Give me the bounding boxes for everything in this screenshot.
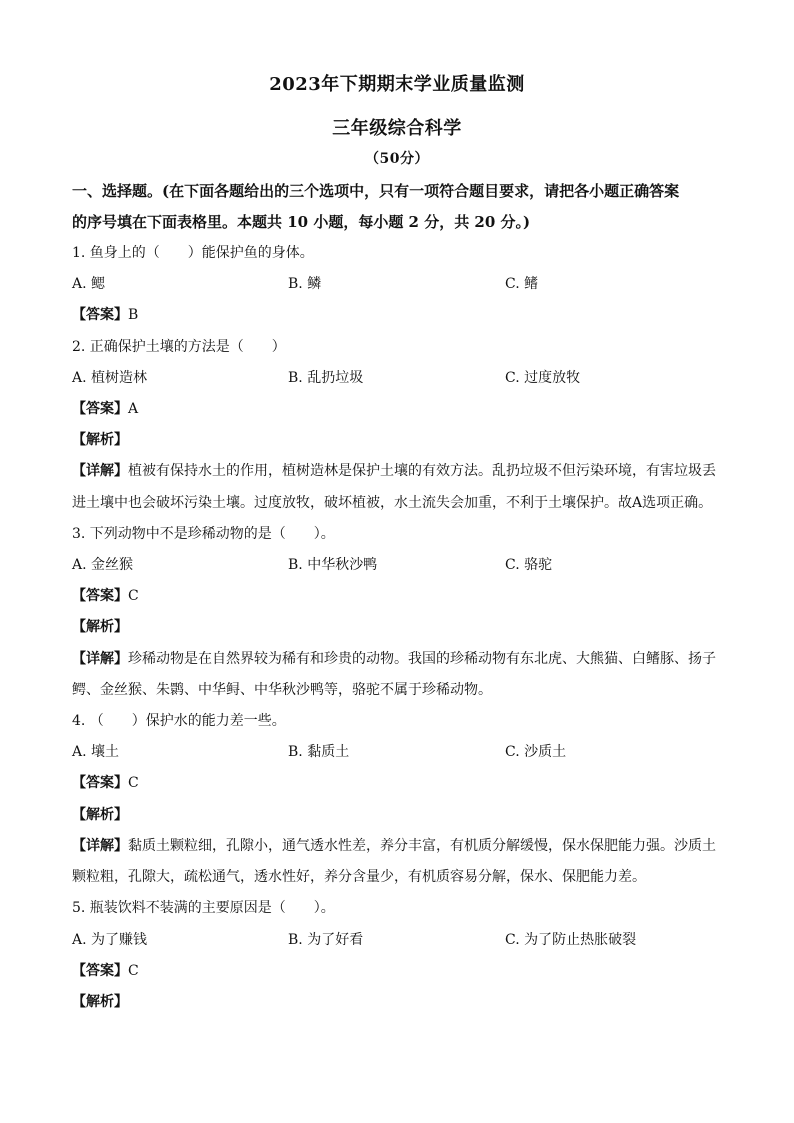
question-4-option-c: C. 沙质土 (505, 744, 567, 760)
answer-label: 【答案】 (72, 588, 128, 604)
answer-value: B (128, 307, 139, 323)
question-3-option-a: A. 金丝猴 (72, 557, 134, 573)
section-heading-line-2: 的序号填在下面表格里。本题共 10 小题，每小题 2 分，共 20 分。) (72, 213, 531, 231)
question-5-option-b: B. 为了好看 (288, 932, 364, 948)
detail-text: 植被有保持水土的作用，植树造林是保护土壤的有效方法。乱扔垃圾不但污染环境，有害垃圾丢 (128, 463, 716, 479)
question-4-detail-line-2: 颗粒粗，孔隙大，疏松通气，透水性好，养分含量少，有机质容易分解，保水、保肥能力差。 (72, 869, 646, 885)
question-3-option-c: C. 骆驼 (505, 557, 553, 573)
question-3-analysis-label: 【解析】 (72, 619, 128, 635)
exam-title: 2023年下期期末学业质量监测 (269, 74, 525, 95)
question-3-stem: 3. 下列动物中不是珍稀动物的是（ ）。 (72, 526, 335, 542)
question-2-option-c: C. 过度放牧 (505, 370, 581, 386)
answer-label: 【答案】 (72, 963, 128, 979)
question-4-stem: 4. （ ）保护水的能力差一些。 (72, 713, 286, 729)
question-1-option-c: C. 鳍 (505, 276, 539, 292)
question-4-answer (72, 773, 724, 793)
question-2-answer (72, 399, 724, 419)
exam-subject: 三年级综合科学 (332, 118, 462, 139)
detail-text: 珍稀动物是在自然界较为稀有和珍贵的动物。我国的珍稀动物有东北虎、大熊猫、白鳍豚、扬子 (128, 651, 716, 667)
answer-value: C (128, 963, 139, 979)
question-4-detail-line-1 (72, 836, 724, 856)
answer-label: 【答案】 (72, 307, 128, 323)
answer-value: C (128, 588, 139, 604)
question-3-option-b: B. 中华秋沙鸭 (288, 557, 378, 573)
question-3-answer (72, 586, 724, 606)
question-4-analysis-label: 【解析】 (72, 807, 128, 823)
question-2-option-a: A. 植树造林 (72, 370, 148, 386)
detail-label: 【详解】 (72, 463, 128, 479)
question-3-detail-line-1 (72, 649, 724, 669)
detail-text: 黏质土颗粒细，孔隙小，通气透水性差，养分丰富，有机质分解缓慢，保水保肥能力强。沙质土 (128, 838, 716, 854)
question-5-option-a: A. 为了赚钱 (72, 932, 148, 948)
detail-label: 【详解】 (72, 651, 128, 667)
question-5-option-c: C. 为了防止热胀破裂 (505, 932, 637, 948)
question-1-option-b: B. 鳞 (288, 276, 322, 292)
answer-label: 【答案】 (72, 401, 128, 417)
question-2-detail-line-1 (72, 461, 724, 481)
question-4-option-b: B. 黏质土 (288, 744, 350, 760)
question-2-detail-line-2: 进土壤中也会破坏污染土壤。过度放牧，破坏植被，水土流失会加重，不利于土壤保护。故A选项正确。 (72, 495, 713, 511)
question-5-stem: 5. 瓶装饮料不装满的主要原因是（ ）。 (72, 900, 335, 916)
question-2-option-b: B. 乱扔垃圾 (288, 370, 364, 386)
answer-value: A (128, 401, 139, 417)
answer-value: C (128, 775, 139, 791)
question-2-analysis-label: 【解析】 (72, 432, 128, 448)
question-1-stem: 1. 鱼身上的（ ）能保护鱼的身体。 (72, 245, 314, 261)
exam-total-score: （50分） (365, 151, 429, 167)
question-5-analysis-label: 【解析】 (72, 994, 128, 1010)
question-5-answer (72, 961, 724, 981)
question-3-detail-line-2: 鳄、金丝猴、朱鹮、中华鲟、中华秋沙鸭等，骆驼不属于珍稀动物。 (72, 682, 492, 698)
question-1-option-a: A. 鳃 (72, 276, 106, 292)
answer-label: 【答案】 (72, 775, 128, 791)
section-heading-line-1: 一、选择题。(在下面各题给出的三个选项中，只有一项符合题目要求，请把各小题正确答案 (72, 182, 680, 200)
question-2-stem: 2. 正确保护土壤的方法是（ ） (72, 339, 286, 355)
question-4-option-a: A. 壤土 (72, 744, 120, 760)
question-1-answer (72, 305, 724, 325)
detail-label: 【详解】 (72, 838, 128, 854)
